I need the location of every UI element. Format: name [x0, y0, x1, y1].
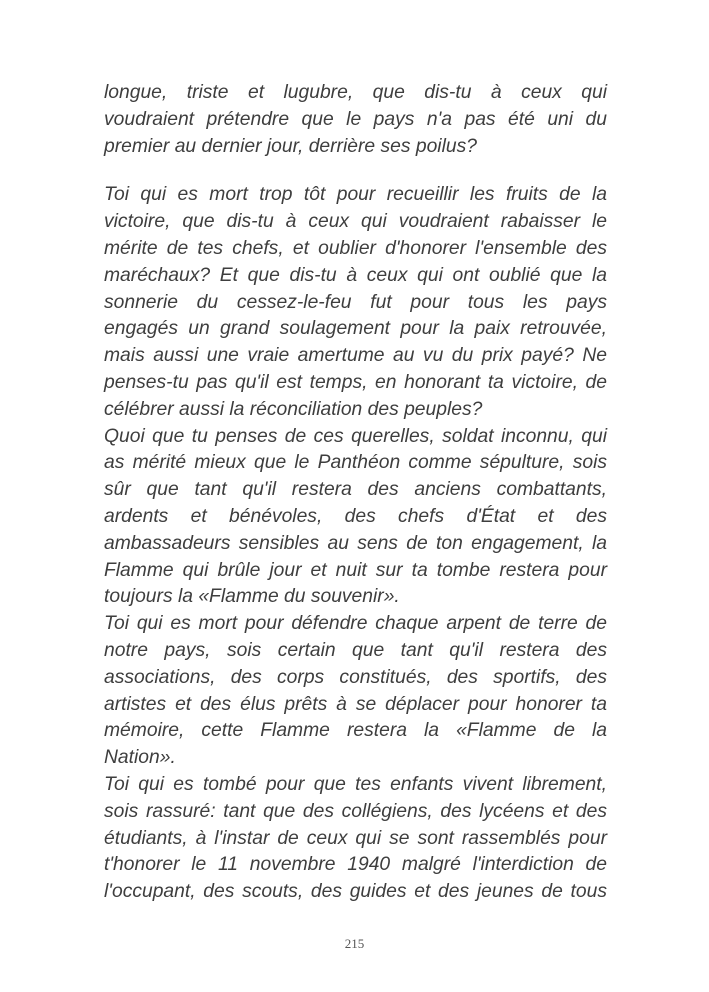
text-line: victoire, que dis-tu à ceux qui voudraient rabaisser le [104, 211, 607, 233]
paragraph [104, 80, 607, 160]
text-line: penses-tu pas qu'il est temps, en honorant ta victoire, de [104, 371, 607, 393]
text-line: ambassadeurs sensibles au sens de ton engagement, la [104, 532, 607, 554]
paragraph-break [104, 160, 607, 182]
text-line: Nation». [104, 747, 176, 769]
text-line: Toi qui es mort pour défendre chaque arpent de terre de [104, 613, 607, 635]
body-text [104, 80, 607, 906]
text-line: Toi qui es tombé pour que tes enfants vivent librement, [104, 773, 607, 795]
text-line: t'honorer le 11 novembre 1940 malgré l'interdiction de [104, 854, 607, 876]
text-line: sois rassuré: tant que des collégiens, des lycéens et des [104, 800, 607, 822]
text-line: sonnerie du cessez-le-feu fut pour tous les pays [104, 291, 607, 313]
text-line: notre pays, sois certain que tant qu'il restera des [104, 639, 607, 661]
paragraph [104, 772, 607, 906]
text-line: as mérité mieux que le Panthéon comme sépulture, sois [104, 452, 607, 474]
text-line: longue, triste et lugubre, que dis-tu à ceux qui [104, 82, 607, 103]
text-line: l'occupant, des scouts, des guides et des jeunes de tous [104, 881, 607, 903]
text-line: Flamme qui brûle jour et nuit sur ta tombe restera pour [104, 559, 607, 581]
paragraph [104, 182, 607, 423]
text-line: maréchaux? Et que dis-tu à ceux qui ont oublié que la [104, 264, 607, 286]
text-line: célébrer aussi la réconciliation des peuples? [104, 398, 483, 420]
text-line: toujours la «Flamme du souvenir». [104, 586, 400, 608]
text-line: Toi qui es mort trop tôt pour recueillir les fruits de la [104, 184, 607, 206]
text-line: sûr que tant qu'il restera des anciens combattants, [104, 479, 607, 501]
text-line: voudraient prétendre que le pays n'a pas été uni du [104, 108, 607, 130]
text-line: artistes et des élus prêts à se déplacer pour honorer ta [104, 693, 607, 715]
page-number: 215 [344, 936, 365, 951]
text-line: premier au dernier jour, derrière ses poilus? [104, 135, 477, 157]
text-line: mémoire, cette Flamme restera la «Flamme de la [104, 720, 607, 742]
text-line: ardents et bénévoles, des chefs d'État et des [104, 505, 607, 527]
text-line: engagés un grand soulagement pour la paix retrouvée, [104, 318, 607, 340]
text-line: mais aussi une vraie amertume au vu du prix payé? Ne [104, 345, 607, 367]
text-line: associations, des corps constitués, des sportifs, des [104, 666, 607, 688]
text-line: mérite de tes chefs, et oublier d'honorer l'ensemble des [104, 237, 607, 259]
text-line: Quoi que tu penses de ces querelles, soldat inconnu, qui [104, 425, 607, 447]
paragraph [104, 611, 607, 772]
paragraph [104, 424, 607, 612]
text-line: étudiants, à l'instar de ceux qui se sont rassemblés pour [104, 827, 607, 849]
